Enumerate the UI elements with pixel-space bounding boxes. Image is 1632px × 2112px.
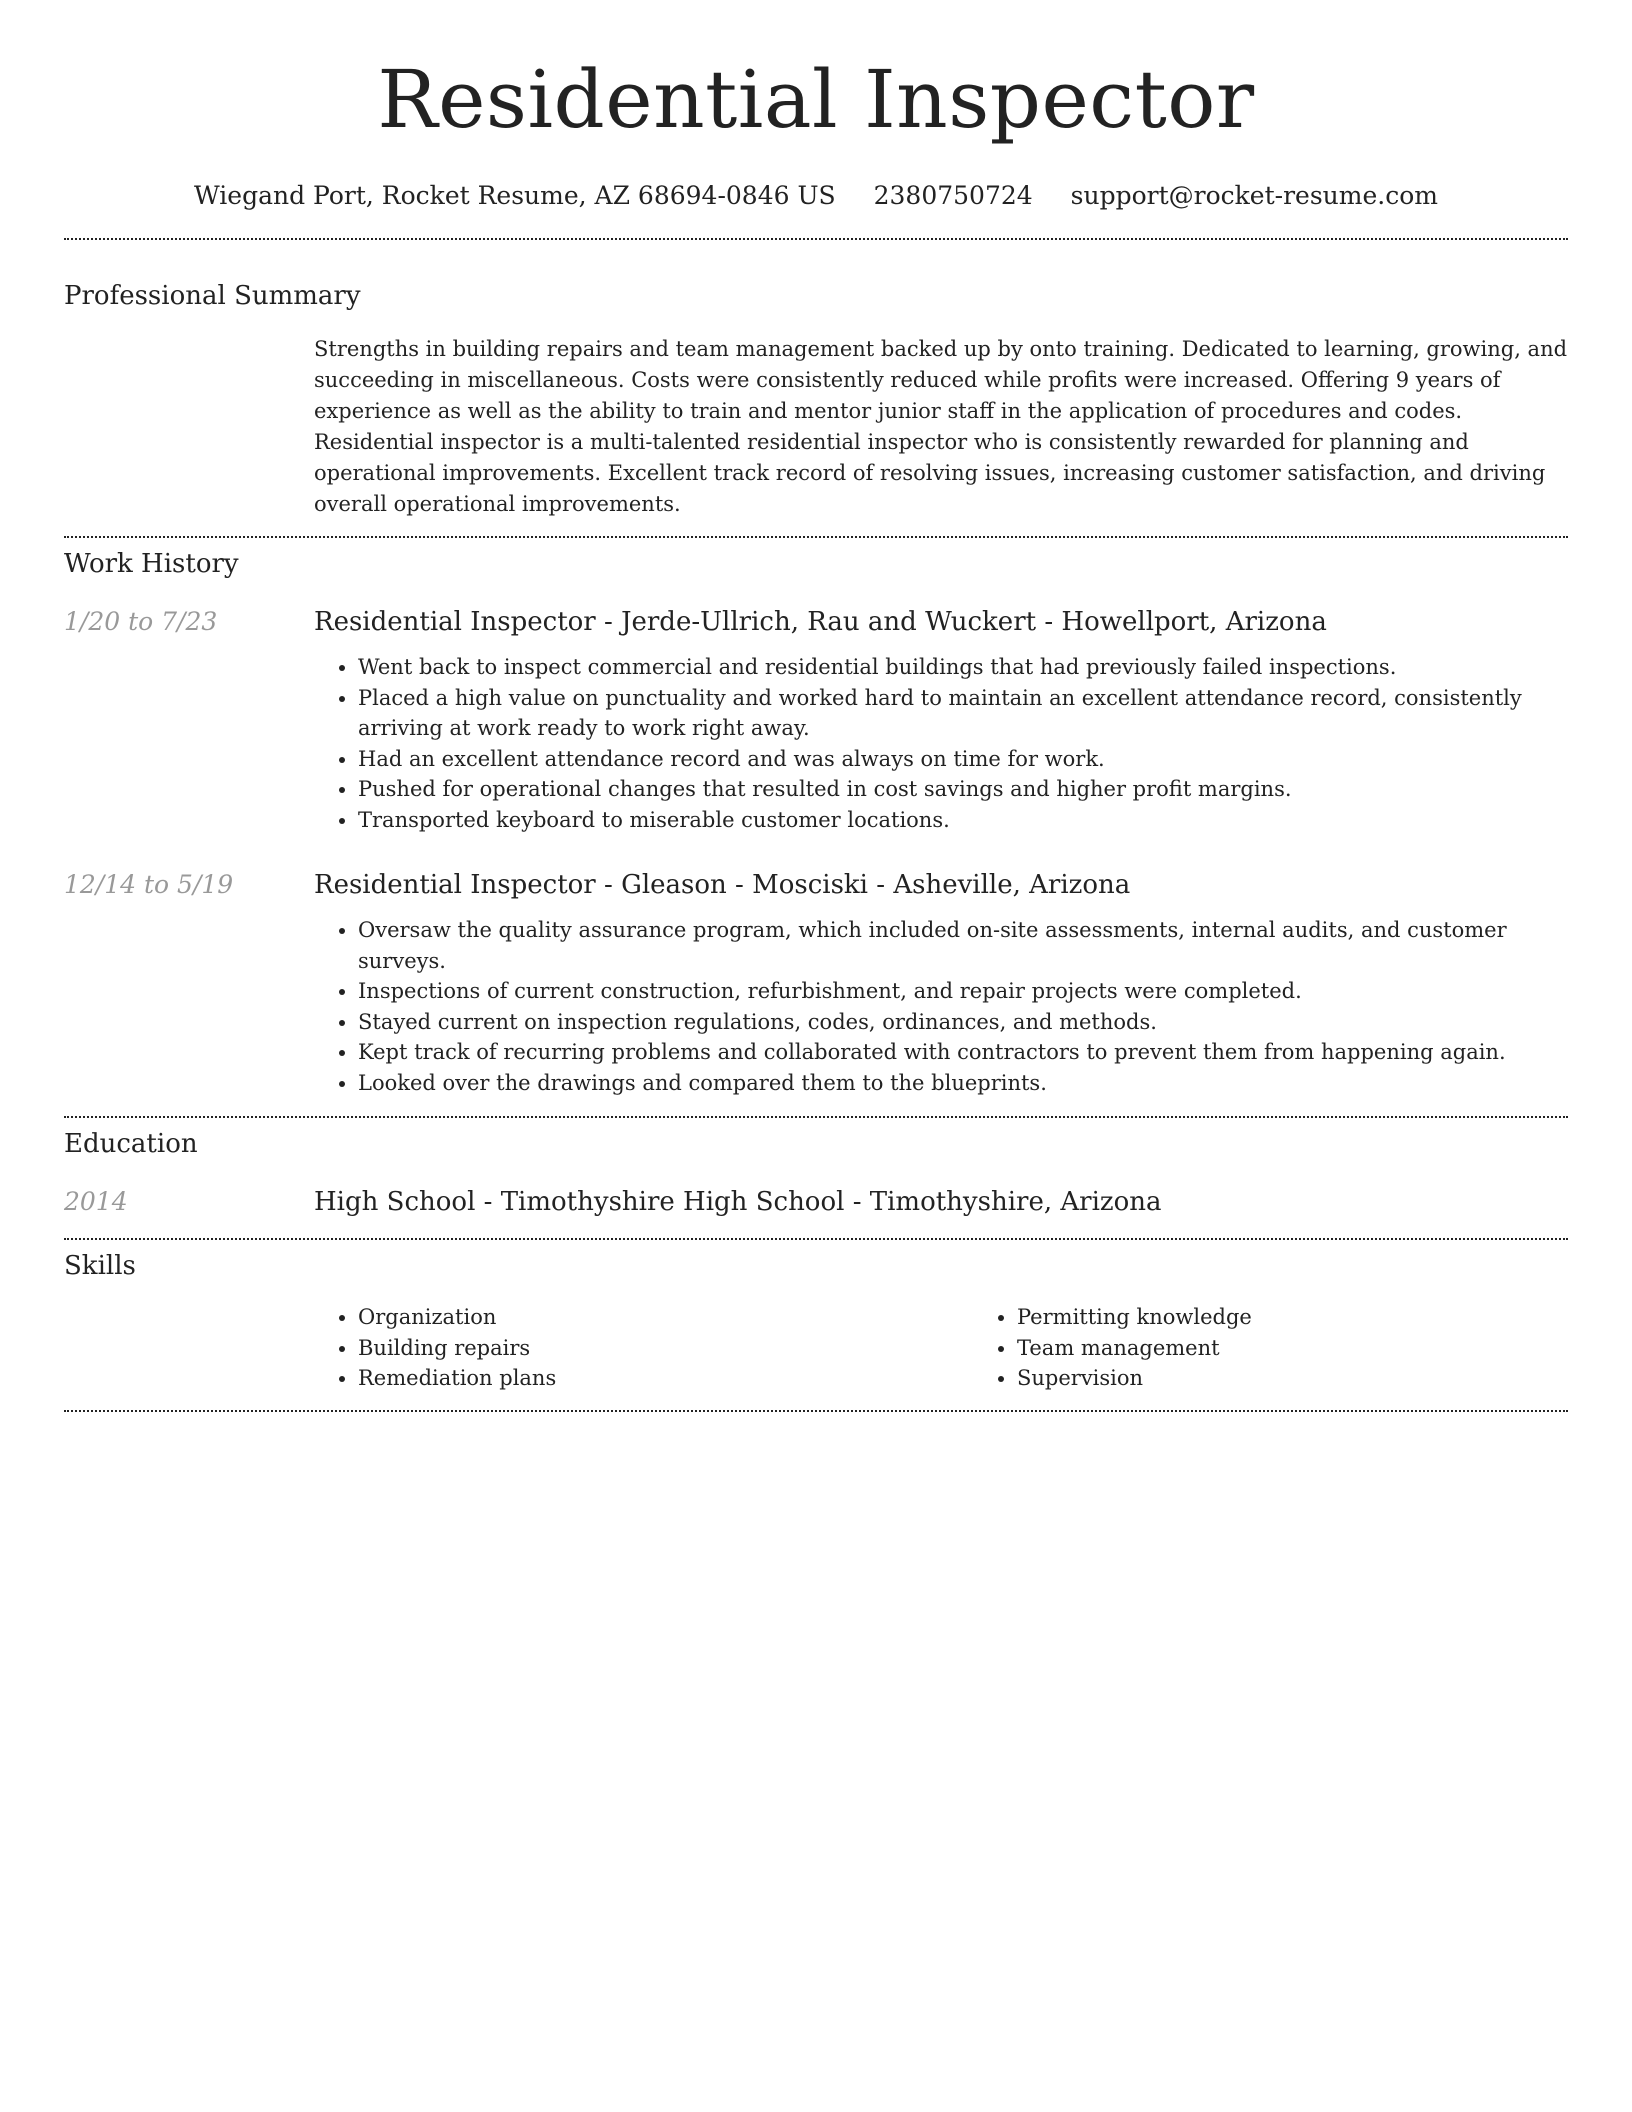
job-company: Jerde-Ullrich, Rau and Wuckert (621, 607, 1037, 637)
separator: - (868, 870, 894, 900)
job-dates: 1/20 to 7/23 (64, 607, 218, 636)
job-title (314, 606, 1568, 638)
skill-item: • Permitting knowledge (1017, 1302, 1632, 1333)
separator: - (844, 1187, 870, 1217)
work-history-section (64, 548, 1568, 1098)
job-details (314, 606, 1568, 835)
job-bullet: • Transported keyboard to miserable customer locations. (358, 805, 1568, 836)
summary-text: Strengths in building repairs and team management backed up by onto training. Dedicated to learning, growing, and succeeding in miscellaneous. Costs were consistently reduced while profits were increased. Offering 9 years of experience as well as the ability to train and mentor junior staff in the application of procedures and codes. Residential inspector is a multi-talented residential inspector who is consistently rewarded for planning and operational improvements. Excellent track record of resolving issues, increasing customer satisfaction, and driving overall operational improvements. (314, 337, 1568, 516)
contact-phone: 2380750724 (873, 181, 1033, 210)
skill-item: • Building repairs (358, 1333, 973, 1364)
job-location: Asheville, Arizona (893, 870, 1131, 900)
job-details (314, 869, 1568, 1098)
section-divider (64, 238, 1568, 240)
education-title: Education (64, 1129, 198, 1159)
skills-grid (314, 1302, 1632, 1394)
separator: - (475, 1187, 501, 1217)
summary-spacer (64, 334, 314, 520)
education-title-line (314, 1186, 1568, 1218)
job-bullet: • Inspections of current construction, refurbishment, and repair projects were completed. (358, 976, 1568, 1007)
job-bullet: • Stayed current on inspection regulations, codes, ordinances, and methods. (358, 1007, 1568, 1038)
summary-section (64, 280, 1568, 520)
job-bullet: • Pushed for operational changes that resulted in cost savings and higher profit margins. (358, 774, 1568, 805)
job-bullet: • Went back to inspect commercial and residential buildings that had previously failed inspections. (358, 652, 1568, 683)
contact-address: Wiegand Port, Rocket Resume, AZ 68694-0846 US (194, 181, 836, 210)
section-divider (64, 1410, 1568, 1412)
skills-column-1 (314, 1302, 973, 1394)
job-role: Residential Inspector (314, 870, 596, 900)
job-bullets (314, 915, 1568, 1098)
skills-column-2 (973, 1302, 1632, 1394)
education-school: Timothyshire High School (500, 1187, 845, 1217)
job-bullet: • Looked over the drawings and compared them to the blueprints. (358, 1068, 1568, 1099)
skills-section (64, 1250, 1568, 1394)
section-divider (64, 1238, 1568, 1240)
separator: - (595, 870, 622, 900)
job-dates: 12/14 to 5/19 (64, 870, 234, 899)
education-location: Timothyshire, Arizona (869, 1187, 1162, 1217)
education-year: 2014 (64, 1187, 128, 1216)
job-bullet: • Had an excellent attendance record and was always on time for work. (358, 744, 1568, 775)
separator: - (1036, 607, 1062, 637)
job-bullet: • Oversaw the quality assurance program, which included on-site assessments, internal audits, and customer surveys. (358, 915, 1568, 976)
skill-item: • Organization (358, 1302, 973, 1333)
section-divider (64, 1116, 1568, 1118)
job-title (314, 869, 1568, 901)
skills-spacer (64, 1302, 314, 1394)
job-bullet: • Placed a high value on punctuality and worked hard to maintain an excellent attendance record, consistently arriving at work ready to work right away. (358, 683, 1568, 744)
skill-item: • Remediation plans (358, 1363, 973, 1394)
education-section (64, 1128, 1568, 1218)
education-degree: High School (314, 1187, 476, 1217)
summary-row (64, 334, 1568, 520)
education-details (314, 1186, 1568, 1218)
summary-body (314, 334, 1568, 520)
education-entry (64, 1186, 1568, 1218)
work-history-title: Work History (64, 549, 239, 579)
job-location: Howellport, Arizona (1061, 607, 1327, 637)
job-company: Gleason - Mosciski (621, 870, 868, 900)
resume-name: Residential Inspector (377, 53, 1255, 146)
job-bullets (314, 652, 1568, 835)
job-role: Residential Inspector (314, 607, 596, 637)
summary-title: Professional Summary (64, 281, 361, 311)
contact-line (64, 180, 1568, 212)
section-divider (64, 536, 1568, 538)
resume-page (64, 0, 1568, 1412)
job-entry (64, 869, 1568, 1098)
skill-item: • Team management (1017, 1333, 1632, 1364)
job-entry (64, 606, 1568, 835)
skills-row (64, 1302, 1568, 1394)
skill-item: • Supervision (1017, 1363, 1632, 1394)
contact-email: support@rocket-resume.com (1070, 181, 1438, 210)
separator: - (595, 607, 622, 637)
job-bullet: • Kept track of recurring problems and collaborated with contractors to prevent them from happening again. (358, 1037, 1568, 1068)
skills-title: Skills (64, 1251, 136, 1281)
